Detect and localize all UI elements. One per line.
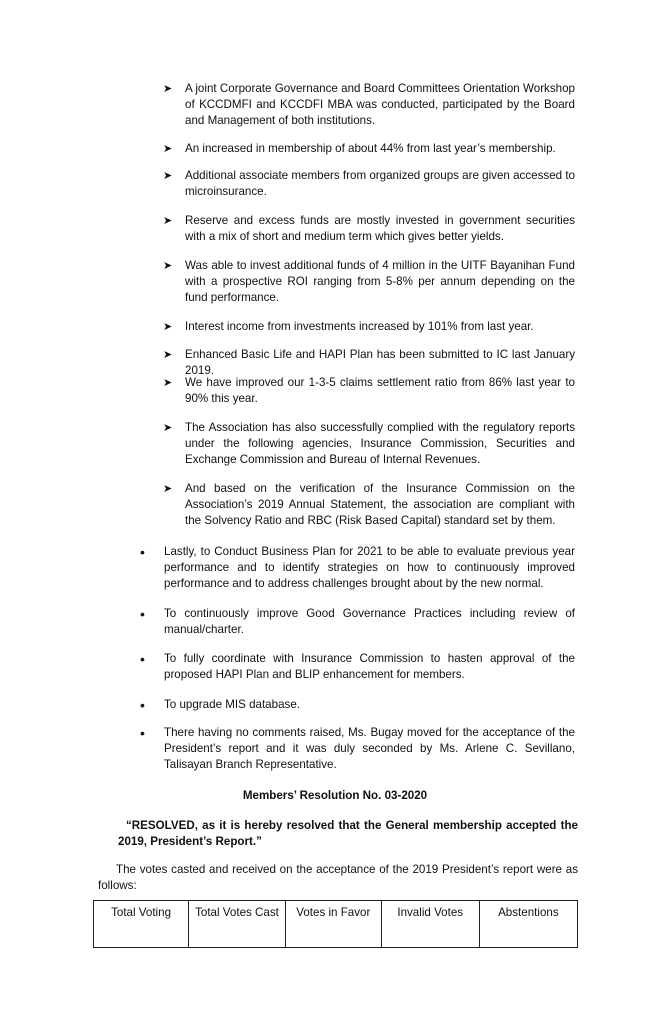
votes-table (93, 900, 578, 948)
arrow-list-item (163, 258, 575, 306)
arrow-bullet-icon: ➤ (163, 422, 173, 434)
list-item-text: The Association has also successfully complied with the regulatory reports under the following agencies, Insurance Commission, Securities and Exchange Commission and Bureau of Internal Revenues. (185, 421, 575, 466)
arrow-list-item (163, 319, 575, 335)
list-item-text: To upgrade MIS database. (164, 698, 300, 711)
bullet-dot-icon: • (140, 697, 145, 713)
table-header-row (94, 901, 578, 948)
list-item-text: Enhanced Basic Life and HAPI Plan has been submitted to IC last January 2019. (185, 348, 575, 377)
list-item-text: To fully coordinate with Insurance Commission to hasten approval of the proposed HAPI Plan and BLIP enhancement for members. (164, 652, 575, 681)
arrow-list-item (163, 81, 575, 129)
bullet-dot-icon: • (140, 606, 145, 622)
bullet-list-item (140, 725, 575, 773)
arrow-bullet-icon: ➤ (163, 215, 173, 227)
arrow-bullet-icon: ➤ (163, 170, 173, 182)
bullet-dot-icon: • (140, 725, 145, 741)
list-item-text: We have improved our 1-3-5 claims settlement ratio from 86% last year to 90% this year. (185, 376, 575, 405)
list-item-text: Lastly, to Conduct Business Plan for 2021 to be able to evaluate previous year performance and to identify strategies on how to continuously improved performance and to address challenges brought about by the new normal. (164, 545, 575, 590)
column-header-total-votes-cast: Total Votes Cast (189, 901, 286, 948)
list-item-text: Additional associate members from organized groups are given accessed to microinsurance. (185, 169, 575, 198)
resolution-text: “RESOLVED, as it is hereby resolved that the General membership accepted the 2019, President’s Report.” (118, 819, 578, 848)
arrow-list-item (163, 141, 575, 157)
list-item-text: An increased in membership of about 44% from last year’s membership. (185, 142, 556, 155)
arrow-list-item (163, 168, 575, 200)
bullet-list-item (140, 697, 575, 713)
arrow-bullet-icon: ➤ (163, 377, 173, 389)
column-header-abstentions: Abstentions (479, 901, 577, 948)
list-item-text: A joint Corporate Governance and Board Committees Orientation Workshop of KCCDMFI and KCCDFI MBA was conducted, participated by the Board and Management of both institutions. (185, 82, 575, 127)
column-header-votes-in-favor: Votes in Favor (285, 901, 381, 948)
arrow-list-item (163, 420, 575, 468)
list-item-text: Reserve and excess funds are mostly invested in government securities with a mix of short and medium term which gives better yields. (185, 214, 575, 243)
bullet-dot-icon: • (140, 544, 145, 560)
list-item-text: Interest income from investments increased by 101% from last year. (185, 320, 534, 333)
column-header-invalid-votes: Invalid Votes (381, 901, 479, 948)
bullet-dot-icon: • (140, 651, 145, 667)
arrow-list-item (163, 481, 575, 529)
arrow-bullet-icon: ➤ (163, 349, 173, 361)
arrow-bullet-icon: ➤ (163, 321, 173, 333)
arrow-list-item (163, 213, 575, 245)
list-item-text: To continuously improve Good Governance Practices including review of manual/charter. (164, 607, 575, 636)
arrow-bullet-icon: ➤ (163, 483, 173, 495)
bullet-list-item (140, 606, 575, 638)
resolution-heading: Members’ Resolution No. 03-2020 (242, 789, 428, 802)
arrow-bullet-icon: ➤ (163, 83, 173, 95)
list-item-text: Was able to invest additional funds of 4 million in the UITF Bayanihan Fund with a prospective ROI ranging from 5-8% per annum depending on the fund performance. (185, 259, 575, 304)
arrow-bullet-icon: ➤ (163, 260, 173, 272)
arrow-bullet-icon: ➤ (163, 143, 173, 155)
column-header-total-voting: Total Voting (94, 901, 189, 948)
bullet-list-item (140, 651, 575, 683)
list-item-text: And based on the verification of the Insurance Commission on the Association’s 2019 Annual Statement, the association are compliant with the Solvency Ratio and RBC (Risk Based Capital) standard set by them. (185, 482, 575, 527)
votes-intro: The votes casted and received on the acceptance of the 2019 President’s report were as follows: (98, 863, 578, 892)
list-item-text: There having no comments raised, Ms. Bugay moved for the acceptance of the President’s report and it was duly seconded by Ms. Arlene C. Sevillano, Talisayan Branch Representative. (164, 726, 575, 771)
arrow-list-item (163, 375, 575, 407)
bullet-list-item (140, 544, 575, 592)
